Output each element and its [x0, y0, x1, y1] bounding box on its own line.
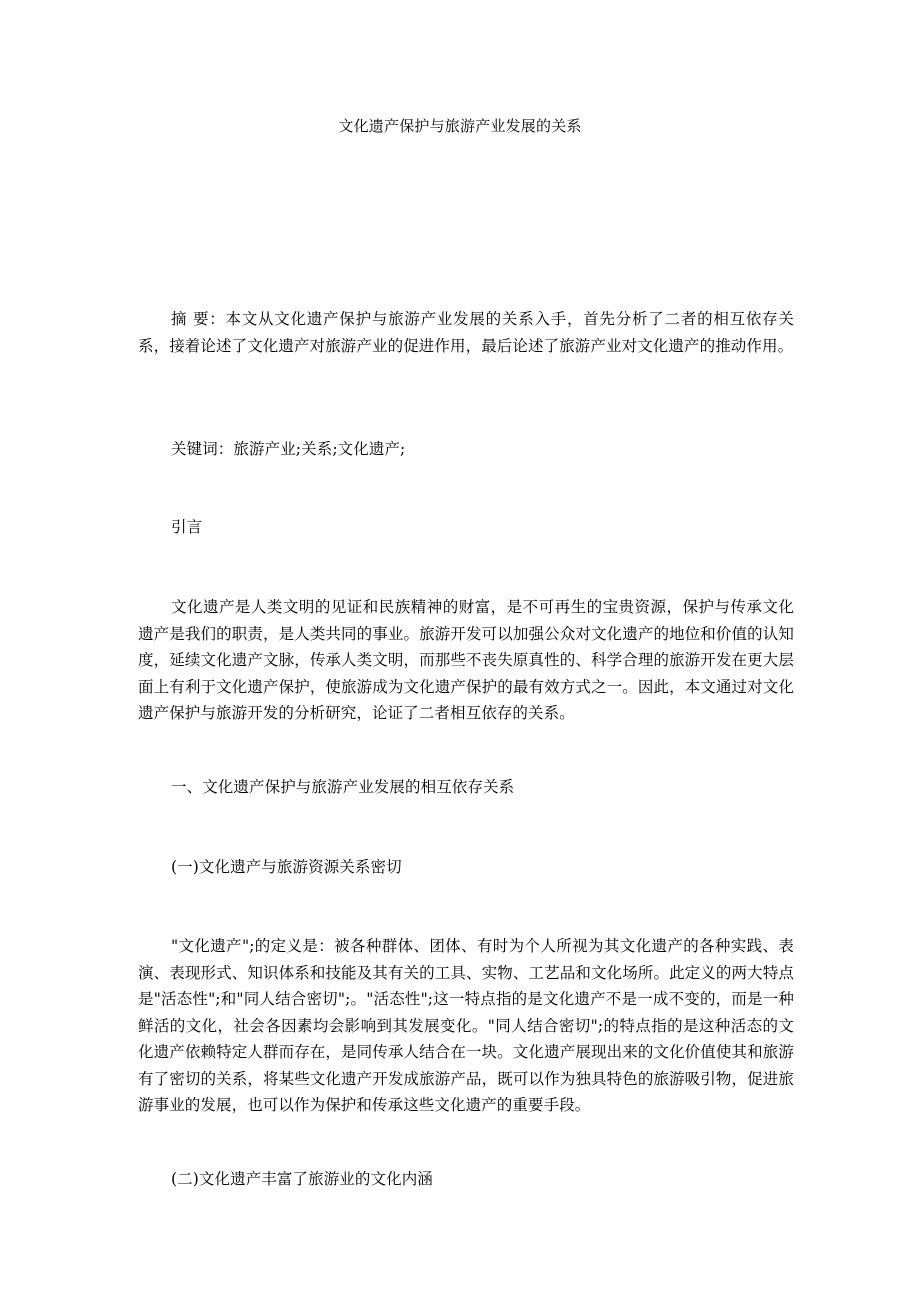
intro-paragraph: 文化遗产是人类文明的见证和民族精神的财富，是不可再生的宝贵资源，保护与传承文化遗产是我们的职责，是人类共同的事业。旅游开发可以加强公众对文化遗产的地位和价值的认知度，延续文化遗产文脉，传承人类文明，而那些不丧失原真性的、科学合理的旅游开发在更大层面上有利于文化遗产保护，使旅游成为文化遗产保护的最有效方式之一。因此，本文通过对文化遗产保护与旅游开发的分析研究，论证了二者相互依存的关系。 [138, 598, 794, 722]
subsection-paragraph-1: "文化遗产";的定义是：被各种群体、团体、有时为个人所视为其文化遗产的各种实践、表演、表现形式、知识体系和技能及其有关的工具、实物、工艺品和文化场所。此定义的两大特点是"活态性";和"同人结合密切";。"活态性";这一特点指的是文化遗产不是一成不变的，而是一种鲜活的文化，社会各因素均会影响到其发展变化。"同人结合密切";的特点指的是这种活态的文化遗产依赖特定人群而存在，是同传承人结合在一块。文化遗产展现出来的文化价值使其和旅游有了密切的关系，将某些文化遗产开发成旅游产品，既可以作为独具特色的旅游吸引物，促进旅游事业的发展，也可以作为保护和传承这些文化遗产的重要手段。 [138, 937, 794, 1114]
abstract-paragraph: 摘 要：本文从文化遗产保护与旅游产业发展的关系入手，首先分析了二者的相互依存关系，接着论述了文化遗产对旅游产业的促进作用，最后论述了旅游产业对文化遗产的推动作用。 [138, 310, 794, 355]
intro-heading: 引言 [171, 518, 203, 536]
section-heading-1: 一、文化遗产保护与旅游产业发展的相互依存关系 [171, 778, 515, 796]
subsection-heading-1: (一)文化遗产与旅游资源关系密切 [171, 858, 402, 876]
document-title: 文化遗产保护与旅游产业发展的关系 [338, 117, 582, 135]
keywords-line: 关键词：旅游产业;关系;文化遗产; [171, 440, 406, 458]
subsection-heading-2: (二)文化遗产丰富了旅游业的文化内涵 [171, 1170, 433, 1188]
